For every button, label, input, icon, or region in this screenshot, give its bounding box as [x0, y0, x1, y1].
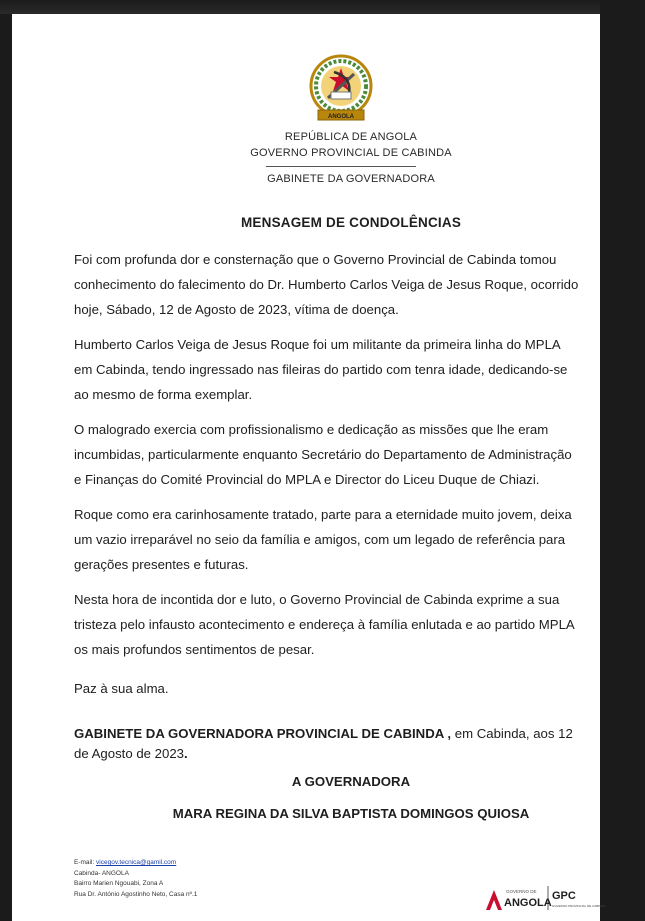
paragraph-line: hoje, Sábado, 12 de Agosto de 2023, vítima de doença.: [74, 302, 399, 317]
paragraph-5: [74, 587, 634, 662]
government-heading: GOVERNO PROVINCIAL DE CABINDA: [250, 147, 452, 159]
signoff-date: de Agosto de 2023: [74, 746, 184, 761]
paragraph-line: Foi com profunda dor e consternação que o Governo Provincial de Cabinda tomou: [74, 252, 557, 267]
footer-email-link[interactable]: vicegov.tecnica@gamil.com: [96, 859, 177, 866]
footer-contact: [74, 858, 197, 900]
signoff-line: [74, 724, 634, 764]
paragraph-line: Roque como era carinhosamente tratado, parte para a eternidade muito jovem, deixa: [74, 507, 572, 522]
footer-line: Cabinda- ANGOLA: [74, 869, 129, 877]
paragraph-line: O malogrado exercia com profissionalismo e dedicação as missões que lhe eram: [74, 422, 549, 437]
footer-email-label: E-mail:: [74, 859, 97, 866]
paragraph-line: um vazio irreparável no seio da família e amigos, com um legado de referência para: [74, 532, 566, 547]
document-page: [12, 14, 606, 921]
angola-emblem-icon: [304, 52, 378, 126]
republic-heading: REPÚBLICA DE ANGOLA: [284, 131, 418, 143]
footer-line: Rua Dr. António Agostinho Neto, Casa nº.1: [74, 890, 198, 898]
logo-abbr: GPC: [552, 890, 576, 902]
logo-small-text: GOVERNO DE: [506, 889, 537, 894]
paragraph-2: [74, 332, 634, 407]
emblem-text: ANGOLA: [328, 114, 354, 120]
office-heading: GABINETE DA GOVERNADORA: [267, 173, 435, 185]
paragraph-1: [74, 247, 634, 322]
paragraph-line: conhecimento do falecimento do Dr. Humberto Carlos Veiga de Jesus Roque, ocorrido: [74, 277, 579, 292]
top-edge: [0, 0, 600, 14]
paragraph-line: tristeza pelo infausto acontecimento e endereça à família enlutada e ao partido MPLA: [74, 617, 575, 632]
logo-sub-text: GOVERNO PROVINCIAL DE CABINDA: [552, 904, 606, 908]
logo-mark-icon: [486, 890, 502, 910]
document-title: MENSAGEM DE CONDOLÊNCIAS: [240, 215, 462, 230]
paragraph-line: Paz à sua alma.: [74, 681, 169, 696]
signatory-name: MARA REGINA DA SILVA BAPTISTA DOMINGOS QUIOSA: [172, 806, 530, 821]
paragraph-line: Humberto Carlos Veiga de Jesus Roque foi um militante da primeira linha do MPLA: [74, 337, 561, 352]
paragraph-line: e Finanças do Comité Provincial do MPLA e Director do Liceu Duque de Chiazi.: [74, 472, 540, 487]
gpc-logo: [482, 882, 606, 914]
signoff-period: .: [184, 746, 188, 761]
header-divider: [266, 166, 416, 167]
paragraph-3: [74, 417, 634, 492]
paragraph-6: [74, 676, 634, 701]
logo-main-text: ANGOLA: [504, 897, 552, 909]
signoff-place-date: em Cabinda, aos 12: [451, 726, 573, 741]
signatory-role: A GOVERNADORA: [291, 774, 411, 789]
signoff-office: GABINETE DA GOVERNADORA PROVINCIAL DE CABINDA ,: [74, 726, 452, 741]
paragraph-line: em Cabinda, tendo ingressado nas fileiras do partido com tenra idade, dedicando-se: [74, 362, 568, 377]
paragraph-line: os mais profundos sentimentos de pesar.: [74, 642, 315, 657]
paragraph-line: gerações presentes e futuras.: [74, 557, 249, 572]
footer-line: Bairro Marien Ngouabi, Zona A: [74, 880, 164, 887]
paragraph-line: ao mesmo de forma exemplar.: [74, 387, 253, 402]
paragraph-4: [74, 502, 634, 577]
paragraph-line: incumbidas, particularmente enquanto Secretário do Departamento de Administração: [74, 447, 572, 462]
paragraph-line: Nesta hora de incontida dor e luto, o Governo Provincial de Cabinda exprime a sua: [74, 592, 560, 607]
